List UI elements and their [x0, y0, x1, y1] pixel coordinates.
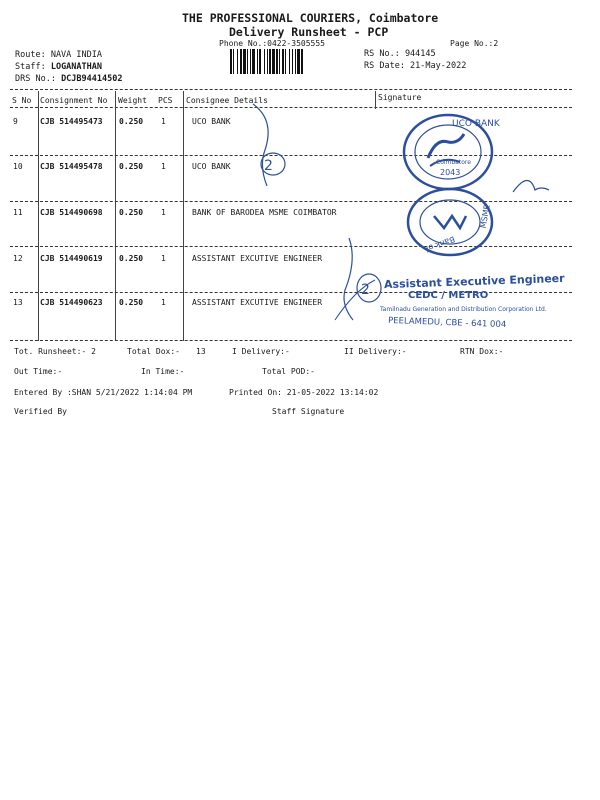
total-dox-value: 13: [196, 347, 206, 356]
row-consignment: CJB 514495473: [40, 117, 103, 126]
col-header-consignment: Consignment No: [40, 96, 108, 105]
col-header-pcs: PCS: [158, 96, 173, 105]
aee-stamp-title: Assistant Executive Engineer: [383, 271, 565, 292]
row-consignee: ASSISTANT EXCUTIVE ENGINEER: [192, 254, 323, 263]
row-pcs: 1: [161, 208, 166, 217]
row-weight: 0.250: [119, 208, 144, 217]
row-weight: 0.250: [119, 117, 144, 126]
verified-by: Verified By: [14, 407, 67, 416]
page-number: Page No.:2: [450, 39, 499, 48]
barcode: [230, 49, 351, 74]
row-consignment: CJB 514495478: [40, 162, 103, 171]
uco-stamp-code: 2043: [440, 168, 461, 177]
row-weight: 0.250: [119, 298, 144, 307]
staff-signature: Staff Signature: [272, 407, 345, 416]
col-header-signature: Signature: [378, 93, 422, 102]
row-consignee: UCO BANK: [192, 117, 231, 126]
aee-stamp-place: PEELAMEDU, CBE - 641 004: [387, 315, 507, 331]
total-dox-label: Total Dox:-: [127, 347, 180, 356]
row-pcs: 1: [161, 117, 166, 126]
aee-stamp-org: CEDC / METRO: [408, 290, 489, 301]
col-header-sno: S No: [12, 96, 32, 105]
svg-text:2: 2: [361, 282, 370, 298]
route-label: Route: NAVA INDIA: [15, 50, 102, 60]
row-pcs: 1: [161, 162, 166, 171]
handwritten-signatures: [245, 100, 565, 340]
bob-stamp-top: Bank of: [424, 234, 456, 254]
phone-number: Phone No.:0422-3505555: [219, 39, 325, 48]
in-time: In Time:-: [141, 367, 185, 376]
rs-date: RS Date: 21-May-2022: [364, 61, 467, 71]
staff-name: LOGANATHAN: [50, 62, 103, 72]
tot-runsheet: Tot. Runsheet:- 2: [14, 347, 96, 356]
staff-line: [15, 62, 102, 72]
total-pod: Total POD:-: [262, 367, 315, 376]
printed-on: Printed On: 21-05-2022 13:14:02: [229, 388, 379, 397]
row-pcs: 1: [161, 254, 166, 263]
ii-delivery: II Delivery:-: [344, 347, 407, 356]
drs-number: DCJB94414502: [61, 74, 123, 84]
row-consignee: BANK OF BARODEA MSME COIMBATOR: [192, 208, 337, 217]
row-pcs: 1: [161, 298, 166, 307]
runsheet-subtitle: Delivery Runsheet - PCP: [229, 25, 389, 39]
row-consignee: ASSISTANT EXCUTIVE ENGINEER: [192, 298, 323, 307]
staff-label: Staff:: [15, 62, 51, 72]
col-header-weight: Weight: [118, 96, 147, 105]
row-consignment: CJB 514490698: [40, 208, 103, 217]
drs-line: [15, 74, 122, 84]
row-sno: 11: [13, 208, 23, 217]
row-consignment: CJB 514490623: [40, 298, 103, 307]
entered-by: Entered By :SHAN 5/21/2022 1:14:04 PM: [14, 388, 193, 397]
uco-stamp-bank: UCO BANK: [452, 119, 500, 129]
row-weight: 0.250: [119, 254, 144, 263]
table-bottom-divider: [10, 340, 572, 341]
drs-label: DRS No.:: [15, 74, 62, 84]
rs-number: RS No.: 944145: [364, 49, 436, 59]
row-sno: 12: [13, 254, 23, 263]
col-header-consignee: Consignee Details: [186, 96, 268, 105]
aee-stamp-corp: Tamilnadu Generation and Distribution Corporation Ltd.: [380, 306, 547, 313]
i-delivery: I Delivery:-: [232, 347, 290, 356]
row-consignment: CJB 514490619: [40, 254, 103, 263]
table-top-divider: [10, 89, 572, 90]
row-sno: 9: [13, 117, 18, 126]
uco-stamp-city: Coimbatore: [436, 159, 471, 166]
row-weight: 0.250: [119, 162, 144, 171]
bob-stamp-bottom: MSME: [478, 203, 492, 230]
row-consignee: UCO BANK: [192, 162, 231, 171]
out-time: Out Time:-: [14, 367, 63, 376]
company-title: THE PROFESSIONAL COURIERS, Coimbatore: [182, 11, 439, 25]
rtn-dox: RTN Dox:-: [460, 347, 504, 356]
svg-text:2: 2: [264, 158, 273, 174]
row-sno: 13: [13, 298, 23, 307]
row-sno: 10: [13, 162, 23, 171]
